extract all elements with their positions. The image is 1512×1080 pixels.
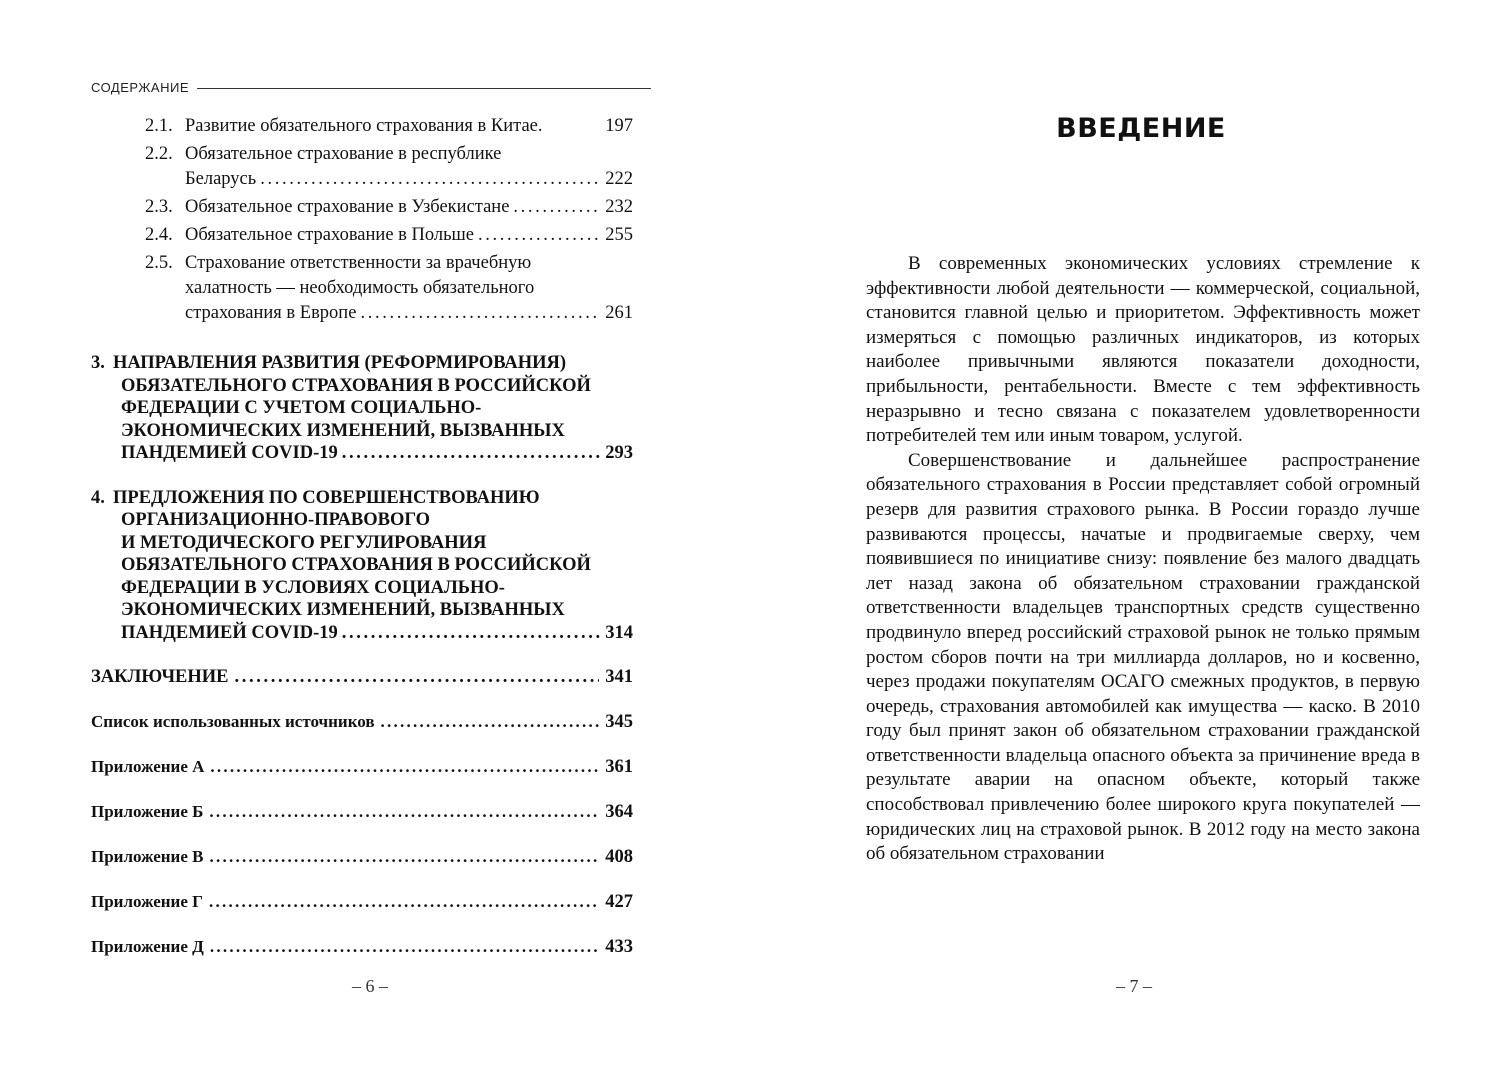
toc-item-title: НАПРАВЛЕНИЯ РАЗВИТИЯ (РЕФОРМИРОВАНИЯ) xyxy=(113,353,567,373)
table-of-contents xyxy=(91,114,633,958)
toc-item-page: 293 xyxy=(605,443,633,463)
toc-item-number: 2.1. xyxy=(145,116,173,136)
toc-item-number: 4. xyxy=(91,487,105,508)
toc-item-page: 255 xyxy=(605,225,633,245)
page-number-left: – 6 – xyxy=(352,976,388,996)
toc-leader-dots xyxy=(235,666,600,688)
toc-item-number: 2.4. xyxy=(145,225,173,245)
toc-item-title: Приложение Б xyxy=(91,802,204,821)
toc-item-4[interactable] xyxy=(91,487,633,645)
toc-item-number: 2.5. xyxy=(145,253,173,273)
toc-item-number: 3. xyxy=(91,353,105,373)
toc-item-title-cont: ЭКОНОМИЧЕСКИХ ИЗМЕНЕНИЙ, ВЫЗВАННЫХ xyxy=(121,600,565,620)
toc-item-2-1[interactable] xyxy=(145,114,633,139)
toc-item-page: 361 xyxy=(605,757,633,777)
page-number-right: – 7 – xyxy=(1116,976,1152,996)
running-header-label: СОДЕРЖАНИЕ xyxy=(91,80,190,95)
toc-item-page: 232 xyxy=(605,197,633,217)
toc-leader-dots xyxy=(209,801,599,823)
toc-item-title: Обязательное страхование в республике xyxy=(185,144,502,164)
toc-item-title-cont: И МЕТОДИЧЕСКОГО РЕГУЛИРОВАНИЯ xyxy=(121,532,487,553)
toc-leader-dots xyxy=(478,223,601,248)
toc-item-2-2[interactable] xyxy=(145,142,633,192)
toc-item-title: Приложение В xyxy=(91,847,204,866)
toc-item-title-cont: халатность — необходимость обязательного xyxy=(185,278,535,298)
toc-item-title: Страхование ответственности за врачебную xyxy=(185,253,532,273)
toc-item-title: Список использованных источников xyxy=(91,712,375,731)
toc-item-page: 408 xyxy=(605,847,633,867)
toc-item-title: Приложение Г xyxy=(91,892,203,911)
toc-item-page: 197 xyxy=(605,116,633,136)
toc-item-title: ЗАКЛЮЧЕНИЕ xyxy=(91,667,229,687)
toc-leader-dots xyxy=(342,442,602,465)
toc-item-title: ПРЕДЛОЖЕНИЯ ПО СОВЕРШЕНСТВОВАНИЮ xyxy=(113,487,540,508)
toc-leader-dots xyxy=(260,167,601,192)
toc-item-title: Развитие обязательного страхования в Китае. xyxy=(185,116,543,136)
toc-item-title-cont: ФЕДЕРАЦИИ В УСЛОВИЯХ СОЦИАЛЬНО- xyxy=(121,577,505,598)
right-page xyxy=(756,0,1512,1080)
toc-leader-dots xyxy=(209,891,599,913)
toc-item-title-cont: ОБЯЗАТЕЛЬНОГО СТРАХОВАНИЯ В РОССИЙСКОЙ xyxy=(121,375,591,396)
running-header-rule xyxy=(197,88,651,89)
toc-item-title-cont: ОРГАНИЗАЦИОННО-ПРАВОВОГО xyxy=(121,510,431,530)
toc-item-page: 341 xyxy=(605,667,633,687)
toc-item-appendix-a[interactable] xyxy=(91,756,633,778)
toc-item-title-cont: ПАНДЕМИЕЙ COVID-19 xyxy=(121,622,338,643)
running-header xyxy=(91,80,651,95)
toc-item-references[interactable] xyxy=(91,711,633,733)
paragraph: В современных экономических условиях стремление к эффективности любой деятельности — коммерческой, социальной, становится главной целью и приоритетом. Эффективность может измеряться с помощью различных индикаторов, из которых наиболее привычными являются показатели доходности, прибыльности, рентабельности. Вместе с тем эффективность неразрывно и тесно связана с показателем удовлетворенности потребителей тем или иным товаром, услугой. xyxy=(866,253,1420,447)
toc-item-appendix-g[interactable] xyxy=(91,891,633,913)
toc-item-title-cont: ЭКОНОМИЧЕСКИХ ИЗМЕНЕНИЙ, ВЫЗВАННЫХ xyxy=(121,420,565,441)
chapter-title: ВВЕДЕНИЕ xyxy=(1056,113,1226,144)
toc-item-page: 345 xyxy=(605,712,633,732)
toc-item-page: 427 xyxy=(605,892,633,912)
body-text xyxy=(866,252,1420,867)
toc-item-title-cont: ФЕДЕРАЦИИ С УЧЕТОМ СОЦИАЛЬНО- xyxy=(121,398,482,418)
toc-item-page: 433 xyxy=(605,937,633,957)
toc-item-appendix-b[interactable] xyxy=(91,801,633,823)
toc-item-title-cont: ОБЯЗАТЕЛЬНОГО СТРАХОВАНИЯ В РОССИЙСКОЙ xyxy=(121,555,591,575)
toc-item-page: 314 xyxy=(605,622,633,643)
toc-item-3[interactable] xyxy=(91,352,633,465)
toc-leader-dots xyxy=(210,936,599,958)
toc-item-page: 364 xyxy=(605,802,633,822)
toc-leader-dots xyxy=(381,711,600,733)
toc-item-2-4[interactable] xyxy=(145,223,633,248)
toc-item-title: Обязательное страхование в Польше xyxy=(185,225,475,245)
toc-leader-dots xyxy=(513,195,601,220)
toc-item-title-cont: Беларусь xyxy=(185,169,257,189)
toc-item-2-3[interactable] xyxy=(145,195,633,220)
paragraph: Совершенствование и дальнейшее распространение обязательного страхования в России представляет собой огромный резерв для развития страхового рынка. В России гораздо лучше развиваются процессы, начатые и продвигаемые сверху, чем появившиеся по инициативе снизу: появление без малого двадцать лет назад закона об обязательном страховании гражданской ответственности владельцев транспортных средств существенно продвинуло вперед российский страховой рынок не только прямым ростом сборов почти на три миллиарда долларов, но и косвенно, через продажи покупателям ОСАГО смежных продуктов, в первую очередь, страхования автомобилей как имущества — каско. В 2010 году был принят закон об обязательном страховании гражданской ответственности владельца опасного объекта за причинение вреда в результате аварии на опасном объекте, который также способствовал привлечению более широкого круга покупателей — юридических лиц на страховой рынок. В 2012 году на место закона об обязательном страховании xyxy=(866,449,1420,865)
toc-item-title-cont: ПАНДЕМИЕЙ COVID-19 xyxy=(121,443,338,463)
toc-leader-dots xyxy=(342,622,602,645)
toc-item-title: Обязательное страхование в Узбекистане xyxy=(185,197,510,217)
toc-item-title-cont: страхования в Европе xyxy=(185,303,357,323)
toc-item-title: Приложение А xyxy=(91,757,205,776)
toc-item-number: 2.3. xyxy=(145,197,173,217)
toc-leader-dots xyxy=(210,756,599,778)
toc-item-appendix-d[interactable] xyxy=(91,936,633,958)
toc-item-title: Приложение Д xyxy=(91,937,204,956)
toc-item-2-5[interactable] xyxy=(145,251,633,326)
toc-leader-dots xyxy=(209,846,599,868)
toc-item-conclusion[interactable] xyxy=(91,666,633,688)
toc-item-number: 2.2. xyxy=(145,144,173,164)
toc-item-page: 261 xyxy=(605,303,633,323)
toc-leader-dots xyxy=(360,301,601,326)
toc-item-appendix-v[interactable] xyxy=(91,846,633,868)
toc-item-page: 222 xyxy=(605,169,633,189)
